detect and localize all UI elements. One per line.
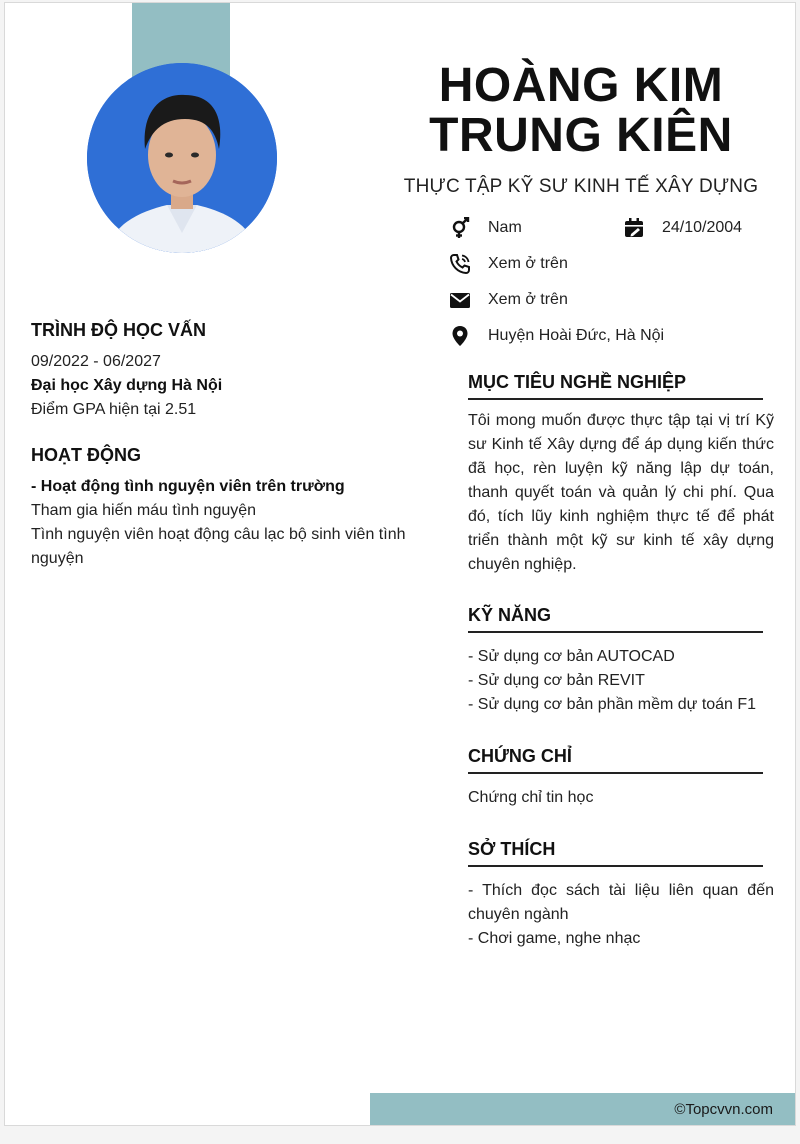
skills-list [468,645,774,717]
hobbies-heading: SỞ THÍCH [468,839,763,867]
activity-item: Tình nguyện viên hoạt động câu lạc bộ sinh viên tình nguyện [31,526,406,567]
skills-heading: KỸ NĂNG [468,605,763,633]
job-title: THỰC TẬP KỸ SƯ KINH TẾ XÂY DỰNG [403,176,759,197]
activities-section [31,445,411,571]
name-line-2: TRUNG KIÊN [429,109,733,162]
activity-item: Tham gia hiến máu tình nguyện [31,502,257,519]
birthday-row [623,217,742,239]
certificates-heading: CHỨNG CHỈ [468,746,763,774]
certificates-section [468,746,774,810]
education-period: 09/2022 - 06/2027 [31,353,161,370]
education-school: Đại học Xây dựng Hà Nội [31,377,223,394]
address-value: Huyện Hoài Đức, Hà Nội [488,327,665,344]
cv-page [4,2,796,1126]
person-portrait-icon [87,63,277,253]
address-row [449,325,664,347]
email-row [449,289,568,311]
skill-item: - Sử dụng cơ bản AUTOCAD [468,648,675,665]
hobby-item: - Chơi game, nghe nhạc [468,930,641,947]
location-pin-icon [449,325,471,347]
certificate-item: Chứng chỉ tin học [468,789,594,806]
envelope-icon [449,289,471,311]
email-value: Xem ở trên [488,291,568,308]
activities-heading: HOẠT ĐỘNG [31,445,141,465]
education-heading: TRÌNH ĐỘ HỌC VẤN [31,320,206,340]
name-line-1: HOÀNG KIM [438,59,724,112]
hobbies-section [468,839,774,951]
footer-credit: ©Topcvvn.com [674,1101,773,1118]
objective-section [468,372,774,577]
phone-value: Xem ở trên [488,255,568,272]
objective-heading: MỤC TIÊU NGHỀ NGHIỆP [468,372,763,400]
hobbies-list [468,879,774,951]
gender-icon [449,217,471,239]
gender-value: Nam [488,219,522,236]
hobby-item: - Thích đọc sách tài liệu liên quan đến chuyên ngành [468,882,774,923]
calendar-icon [623,217,645,239]
education-gpa: Điểm GPA hiện tại 2.51 [31,401,197,418]
footer-bar [370,1093,795,1125]
phone-icon [449,253,471,275]
objective-text: Tôi mong muốn được thực tập tại vị trí Kỹ sư Kinh tế Xây dựng để áp dụng kiến thức đã học, rèn luyện kỹ năng lập dự toán, thanh quyết toán và quản lý chi phí. Qua đó, tích lũy kinh nghiệm thực tế để phát triển thành một kỹ sư kinh tế xây dựng chuyên nghiệp. [468,412,774,573]
activity-title: - Hoạt động tình nguyện viên trên trường [31,478,345,495]
birthday-value: 24/10/2004 [662,219,743,236]
education-section [31,320,411,422]
certificates-list [468,786,774,810]
profile-photo [87,63,277,253]
full-name [400,61,762,161]
skills-section [468,605,774,717]
gender-row [449,217,522,239]
skill-item: - Sử dụng cơ bản phần mềm dự toán F1 [468,696,757,713]
skill-item: - Sử dụng cơ bản REVIT [468,672,645,689]
phone-row [449,253,568,275]
